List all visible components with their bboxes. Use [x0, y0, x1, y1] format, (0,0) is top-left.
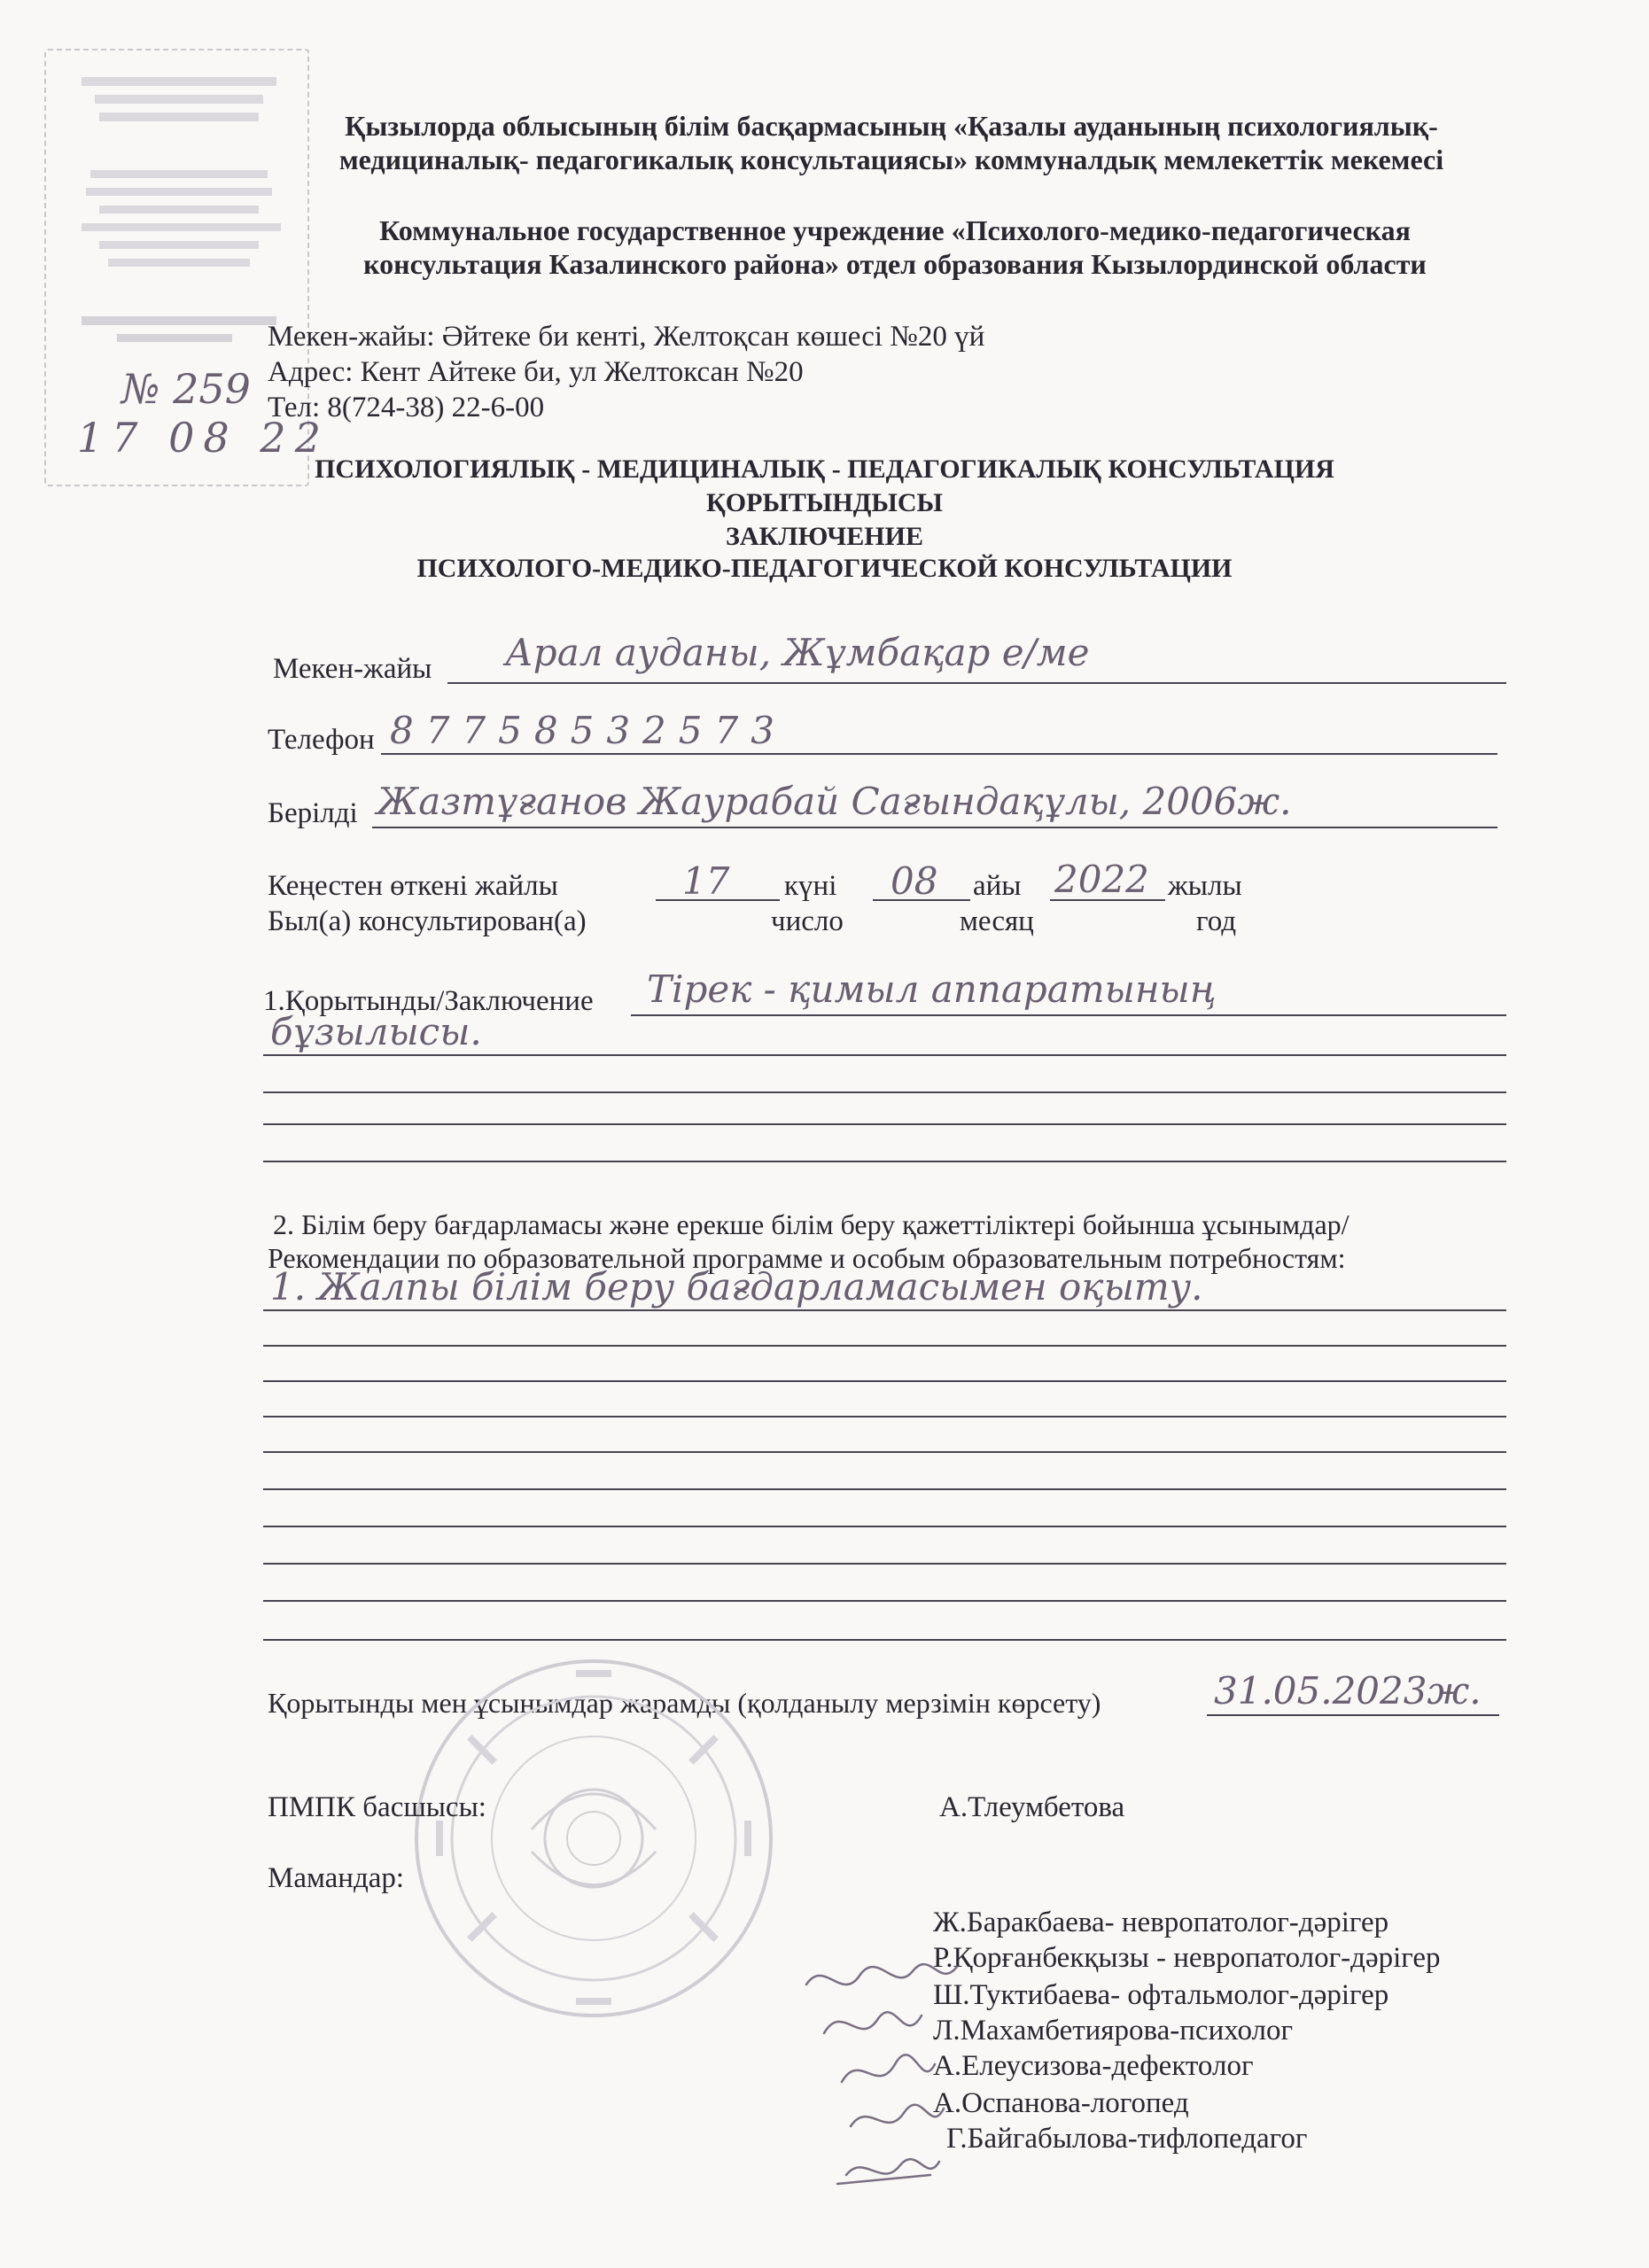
consult-label-kz: Кеңестен өткені жайлы	[268, 870, 558, 902]
phone-value: 87758532573	[390, 709, 787, 752]
specialist-item: Л.Махамбетиярова-психолог	[933, 2015, 1294, 2047]
header-phone: Тел: 8(724-38) 22-6-00	[268, 392, 545, 423]
round-seal	[408, 1652, 780, 2024]
month-label-ru: месяц	[960, 905, 1034, 937]
recommendations-line-8	[263, 1563, 1506, 1565]
recommendations-label-ru: Рекомендации по образовательной программе и особым образовательным потребностям:	[268, 1242, 1346, 1274]
recommendations-line-9	[263, 1600, 1506, 1602]
conclusion-line-3	[263, 1091, 1506, 1093]
recommendations-line-2	[263, 1345, 1506, 1347]
conclusion-label: 1.Қорытынды/Заключение	[263, 985, 594, 1017]
month-label-kz: айы	[973, 870, 1022, 902]
title-line2: ҚОРЫТЫНДЫСЫ	[706, 488, 943, 517]
recommendations-line-10	[263, 1639, 1506, 1641]
day-value: 17	[682, 859, 730, 903]
signature-scribbles	[789, 1949, 1001, 2215]
recommendations-line-1	[263, 1309, 1506, 1311]
specialists-label: Мамандар:	[268, 1862, 405, 1894]
title-line3: ЗАКЛЮЧЕНИЕ	[726, 522, 923, 551]
head-name: А.Тлеумбетова	[939, 1791, 1125, 1823]
title-line1: ПСИХОЛОГИЯЛЫҚ - МЕДИЦИНАЛЫҚ - ПЕДАГОГИКАЛЫҚ КОНСУЛЬТАЦИЯ	[315, 454, 1334, 484]
day-label-ru: число	[771, 905, 844, 937]
header-kz-line2: медициналық- педагогикалық консультациясы» коммуналдық мемлекеттік мекемесі	[338, 144, 1444, 175]
month-value: 08	[891, 859, 938, 903]
address-line	[447, 682, 1506, 684]
address-label: Мекен-жайы	[273, 653, 432, 685]
validity-label: Қорытынды мен ұсынымдар жарамды (қолданылу мерзімін көрсету)	[268, 1687, 1101, 1719]
year-label-ru: год	[1196, 905, 1237, 937]
year-value: 2022	[1054, 858, 1149, 901]
specialist-item: Ш.Туктибаева- офтальмолог-дәрігер	[933, 1979, 1389, 2011]
specialist-item: А.Елеусизова-дефектолог	[933, 2050, 1254, 2082]
recommendations-line-3	[263, 1380, 1506, 1382]
conclusion-line1: Тірек - қимыл аппаратының	[647, 967, 1217, 1011]
title-line4: ПСИХОЛОГО-МЕДИКО-ПЕДАГОГИЧЕСКОЙ КОНСУЛЬТАЦИИ	[416, 554, 1233, 583]
specialist-item: А.Оспанова-логопед	[933, 2087, 1189, 2119]
consult-label-ru: Был(а) консультирован(а)	[268, 905, 587, 937]
specialist-item: Г.Байгабылова-тифлопедагог	[946, 2123, 1308, 2155]
head-label: ПМПК басшысы:	[268, 1791, 486, 1823]
header-address-kz: Мекен-жайы: Әйтеке би кенті, Желтоқсан көшесі №20 үй	[268, 321, 985, 353]
validity-value: 31.05.2023ж.	[1214, 1669, 1482, 1713]
stamp-date: 17 08 22	[77, 414, 330, 462]
specialist-item: Ж.Баракбаева- невропатолог-дәрігер	[933, 1907, 1389, 1938]
header-kz-line1: Қызылорда облысының білім басқармасының «Қазалы ауданының психологиялық-	[345, 110, 1438, 142]
recommendations-line-6	[263, 1488, 1506, 1490]
conclusion-line-5	[263, 1161, 1506, 1162]
year-label-kz: жылы	[1168, 870, 1242, 902]
phone-label: Телефон	[268, 724, 375, 756]
conclusion-line-1	[631, 1014, 1506, 1016]
phone-line	[381, 753, 1497, 755]
conclusion-line-4	[263, 1123, 1506, 1125]
stamp-number: № 259	[121, 365, 251, 413]
header-ru-line2: консультация Казалинского района» отдел образования Кызылординской области	[363, 248, 1427, 280]
conclusion-line2: бұзылысы.	[270, 1010, 482, 1053]
recommendations-line-4	[263, 1416, 1506, 1418]
corner-stamp-lettering	[46, 50, 307, 343]
header-address-ru: Адрес: Кент Айтеке би, ул Желтоксан №20	[268, 356, 804, 388]
validity-line	[1207, 1714, 1499, 1716]
address-value: Арал ауданы, Жұмбақар е/ме	[505, 631, 1090, 674]
issued-value: Жазтұғанов Жаурабай Сағындақұлы, 2006ж.	[377, 780, 1292, 823]
day-label-kz: күні	[784, 870, 837, 902]
recommendations-line-7	[263, 1526, 1506, 1527]
recommendations-label-kz: 2. Білім беру бағдарламасы және ерекше білім беру қажеттіліктері бойынша ұсынымдар/	[273, 1208, 1350, 1240]
conclusion-line-2	[263, 1054, 1506, 1056]
issued-line	[372, 827, 1497, 828]
recommendations-line1: 1. Жалпы білім беру бағдарламасымен оқыту.	[270, 1265, 1203, 1309]
specialist-item: Р.Қорғанбекқызы - невропатолог-дәрігер	[933, 1942, 1441, 1974]
recommendations-line-5	[263, 1451, 1506, 1453]
issued-label: Берілді	[268, 797, 358, 829]
header-ru-line1: Коммунальное государственное учреждение «Психолого-медико-педагогическая	[379, 214, 1411, 246]
